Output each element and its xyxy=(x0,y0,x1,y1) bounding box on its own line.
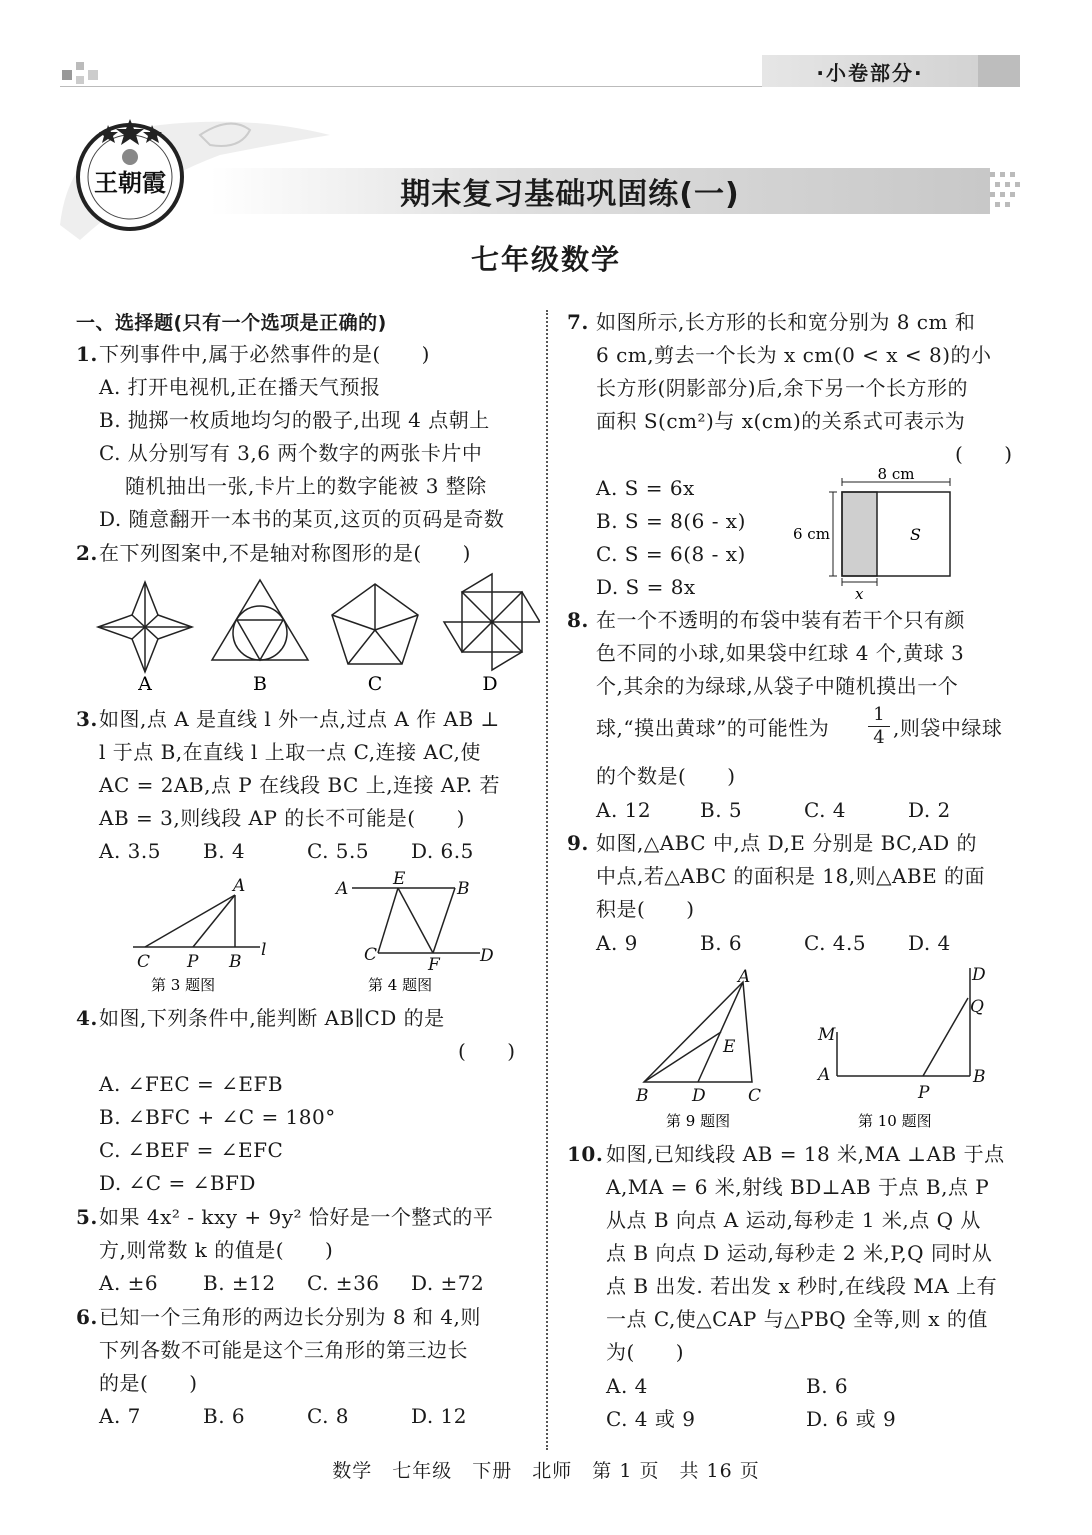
q7-line-4: 面积 S(cm²)与 x(cm)的关系式可表示为 xyxy=(596,409,966,433)
q10-line-7: 为( ) xyxy=(606,1340,685,1364)
q6-option-a: A. 7 xyxy=(99,1404,141,1428)
q7-line-3: 长方形(阴影部分)后,余下另一个长方形的 xyxy=(596,376,968,400)
banner-dots xyxy=(988,168,1022,214)
q3-line-1: 如图,点 A 是直线 l 外一点,过点 A 作 AB ⊥ xyxy=(99,707,500,731)
q9-option-a: A. 9 xyxy=(596,931,638,955)
q1-option-c: C. 从分别写有 3,6 两个数字的两张卡片中 xyxy=(99,441,483,465)
q9-option-b: B. 6 xyxy=(700,931,743,955)
q10-line-4: 点 B 向点 D 运动,每秒走 2 米,P,Q 同时从 xyxy=(606,1241,993,1265)
fig10-caption: 第 10 题图 xyxy=(858,1112,932,1130)
q6-line-3: 的是( ) xyxy=(99,1371,198,1395)
q10-line-1: 如图,已知线段 AB = 18 米,MA ⊥AB 于点 xyxy=(606,1142,1005,1166)
logo-text: 王朝霞 xyxy=(94,168,166,197)
fig9-label-c: C xyxy=(748,1086,762,1106)
q3-number: 3. xyxy=(76,707,98,731)
q1-option-d: D. 随意翻开一本书的某页,这页的页码是奇数 xyxy=(99,507,505,531)
q2-label-d: D xyxy=(482,673,498,695)
q9-line-2: 中点,若△ABC 的面积是 18,则△ABE 的面 xyxy=(596,864,986,888)
fig10-label-a: A xyxy=(818,1065,831,1085)
q7-option-a: A. S = 6x xyxy=(596,476,695,500)
q1-option-c-cont: 随机抽出一张,卡片上的数字能被 3 整除 xyxy=(125,474,487,498)
q4-option-b: B. ∠BFC + ∠C = 180° xyxy=(99,1105,336,1129)
q8-option-d: D. 2 xyxy=(908,798,951,822)
fig3-label-c: C xyxy=(137,952,151,972)
column-divider xyxy=(546,310,548,1450)
q4-option-c: C. ∠BEF = ∠EFC xyxy=(99,1138,284,1162)
q8-line-3: 个,其余的为绿球,从袋子中随机摸出一个 xyxy=(596,674,959,698)
q5-line-2: 方,则常数 k 的值是( ) xyxy=(99,1238,334,1262)
q10-option-c: C. 4 或 9 xyxy=(606,1407,696,1431)
q5-line-1: 如果 4x² - kxy + 9y² 恰好是一个整式的平 xyxy=(99,1205,494,1229)
fig3-caption: 第 3 题图 xyxy=(151,976,216,994)
q2-stem: 在下列图案中,不是轴对称图形的是( ) xyxy=(99,541,471,565)
fig9-label-a: A xyxy=(738,967,751,987)
q10-option-b: B. 6 xyxy=(806,1374,849,1398)
fig4-label-e: E xyxy=(393,870,406,889)
fig3-label-p: P xyxy=(187,952,199,972)
q7-option-d: D. S = 8x xyxy=(596,575,696,599)
q6-line-2: 下列各数不可能是这个三角形的第三边长 xyxy=(99,1338,468,1362)
q7-answer-paren: ( ) xyxy=(955,442,1013,466)
q4-option-a: A. ∠FEC = ∠EFB xyxy=(99,1072,284,1096)
q6-option-d: D. 12 xyxy=(411,1404,467,1428)
q1-stem: 下列事件中,属于必然事件的是( ) xyxy=(99,342,430,366)
q8-line-2: 色不同的小球,如果袋中红球 4 个,黄球 3 xyxy=(596,641,965,665)
q8-line-1: 在一个不透明的布袋中装有若干个只有颜 xyxy=(596,608,965,632)
page-title: 期末复习基础巩固练(一) xyxy=(400,177,740,212)
q2-label-b: B xyxy=(253,673,267,695)
fig3-label-l: l xyxy=(261,940,267,960)
q4-answer-paren: ( ) xyxy=(458,1039,516,1063)
q4-number: 4. xyxy=(76,1006,98,1030)
q7-number: 7. xyxy=(567,310,589,334)
fig10-label-b: B xyxy=(973,1067,986,1087)
q9-option-c: C. 4.5 xyxy=(804,931,867,955)
q8-line-5: 的个数是( ) xyxy=(596,764,736,788)
fig7-x-label: x xyxy=(855,585,864,602)
q7-line-1: 如图所示,长方形的长和宽分别为 8 cm 和 xyxy=(596,310,976,334)
q1-number: 1. xyxy=(76,342,98,366)
fig10-label-p: P xyxy=(918,1083,930,1103)
q5-number: 5. xyxy=(76,1205,98,1229)
q10-line-3: 从点 B 向点 A 运动,每秒走 1 米,点 Q 从 xyxy=(606,1208,981,1232)
fig-7 xyxy=(785,462,965,602)
q3-option-a: A. 3.5 xyxy=(99,839,161,863)
q2-number: 2. xyxy=(76,541,98,565)
q3-line-2: l 于点 B,在直线 l 上取一点 C,连接 AC,使 xyxy=(99,740,481,764)
q3-option-c: C. 5.5 xyxy=(307,839,370,863)
q3-option-b: B. 4 xyxy=(203,839,246,863)
q9-line-3: 积是( ) xyxy=(596,897,695,921)
fig10-label-d: D xyxy=(972,965,986,985)
q10-line-6: 一点 C,使△CAP 与△PBQ 全等,则 x 的值 xyxy=(606,1307,988,1331)
fig4-label-d: D xyxy=(480,946,494,966)
q3-option-d: D. 6.5 xyxy=(411,839,474,863)
q2-figures xyxy=(90,572,540,697)
q2-label-a: A xyxy=(138,673,152,695)
q7-line-2: 6 cm,剪去一个长为 x cm(0 < x < 8)的小 xyxy=(596,343,992,367)
page-subtitle: 七年级数学 xyxy=(470,243,621,276)
section-heading: 一、选择题(只有一个选项是正确的) xyxy=(76,312,387,334)
q6-option-b: B. 6 xyxy=(203,1404,246,1428)
q10-option-d: D. 6 或 9 xyxy=(806,1407,897,1431)
q5-option-d: D. ±72 xyxy=(411,1271,485,1295)
q3-line-3: AC = 2AB,点 P 在线段 BC 上,连接 AP. 若 xyxy=(99,773,500,797)
fig-3 xyxy=(125,875,285,997)
fig7-height-label: 6 cm xyxy=(793,525,830,543)
q8-line-4b: ,则袋中绿球 xyxy=(893,716,1003,740)
fig10-label-q: Q xyxy=(970,997,984,1017)
q5-option-b: B. ±12 xyxy=(203,1271,276,1295)
q2-label-c: C xyxy=(367,673,383,695)
q10-line-5: 点 B 出发. 若出发 x 秒时,在线段 MA 上有 xyxy=(606,1274,998,1298)
q3-line-4: AB = 3,则线段 AP 的长不可能是( ) xyxy=(99,806,465,830)
q6-number: 6. xyxy=(76,1305,98,1329)
fig-4 xyxy=(330,870,500,997)
fig9-label-d: D xyxy=(692,1086,706,1106)
q8-option-b: B. 5 xyxy=(700,798,743,822)
q8-line-4a: 球,“摸出黄球”的可能性为 xyxy=(596,716,830,740)
fig4-label-f: F xyxy=(428,955,440,975)
fig3-label-a: A xyxy=(233,876,246,896)
q7-option-c: C. S = 6(8 - x) xyxy=(596,542,746,566)
q10-line-2: A,MA = 6 米,射线 BD⊥AB 于点 B,点 P xyxy=(606,1175,990,1199)
fig3-label-b: B xyxy=(229,952,242,972)
q6-line-1: 已知一个三角形的两边长分别为 8 和 4,则 xyxy=(99,1305,481,1329)
q4-option-d: D. ∠C = ∠BFD xyxy=(99,1171,256,1195)
section-tag xyxy=(762,55,1020,87)
fig4-label-c: C xyxy=(364,945,378,965)
q8-frac-denominator: 4 xyxy=(868,726,890,749)
q7-option-b: B. S = 8(6 - x) xyxy=(596,509,746,533)
q8-option-c: C. 4 xyxy=(804,798,847,822)
page-footer: 数学 七年级 下册 北师 第 1 页 共 16 页 xyxy=(332,1460,760,1482)
q1-option-b: B. 抛掷一枚质地均匀的骰子,出现 4 点朝上 xyxy=(99,408,490,432)
fig4-caption: 第 4 题图 xyxy=(368,976,433,994)
fig7-area-label: S xyxy=(910,525,921,544)
q9-option-d: D. 4 xyxy=(908,931,951,955)
q5-option-a: A. ±6 xyxy=(99,1271,159,1295)
q8-fraction xyxy=(868,704,890,749)
fig7-width-label: 8 cm xyxy=(877,465,915,483)
q4-stem: 如图,下列条件中,能判断 AB∥CD 的是 xyxy=(99,1006,445,1030)
q5-option-c: C. ±36 xyxy=(307,1271,380,1295)
fig4-label-a: A xyxy=(336,879,349,899)
q6-option-c: C. 8 xyxy=(307,1404,350,1428)
q9-line-1: 如图,△ABC 中,点 D,E 分别是 BC,AD 的 xyxy=(596,831,977,855)
q1-option-a: A. 打开电视机,正在播天气预报 xyxy=(99,375,381,399)
fig9-label-e: E xyxy=(723,1037,736,1057)
fig9-caption: 第 9 题图 xyxy=(666,1112,731,1130)
q10-option-a: A. 4 xyxy=(606,1374,648,1398)
q9-number: 9. xyxy=(567,831,589,855)
fig4-label-b: B xyxy=(457,879,470,899)
section-tag-text: ·小卷部分· xyxy=(816,60,924,85)
q8-frac-numerator: 1 xyxy=(873,704,885,725)
q8-option-a: A. 12 xyxy=(596,798,652,822)
q10-number: 10. xyxy=(567,1142,604,1166)
fig-9 xyxy=(630,966,780,1132)
fig9-label-b: B xyxy=(636,1086,649,1106)
fig-10 xyxy=(810,960,1010,1132)
fig10-label-m: M xyxy=(818,1025,836,1045)
q8-number: 8. xyxy=(567,608,589,632)
